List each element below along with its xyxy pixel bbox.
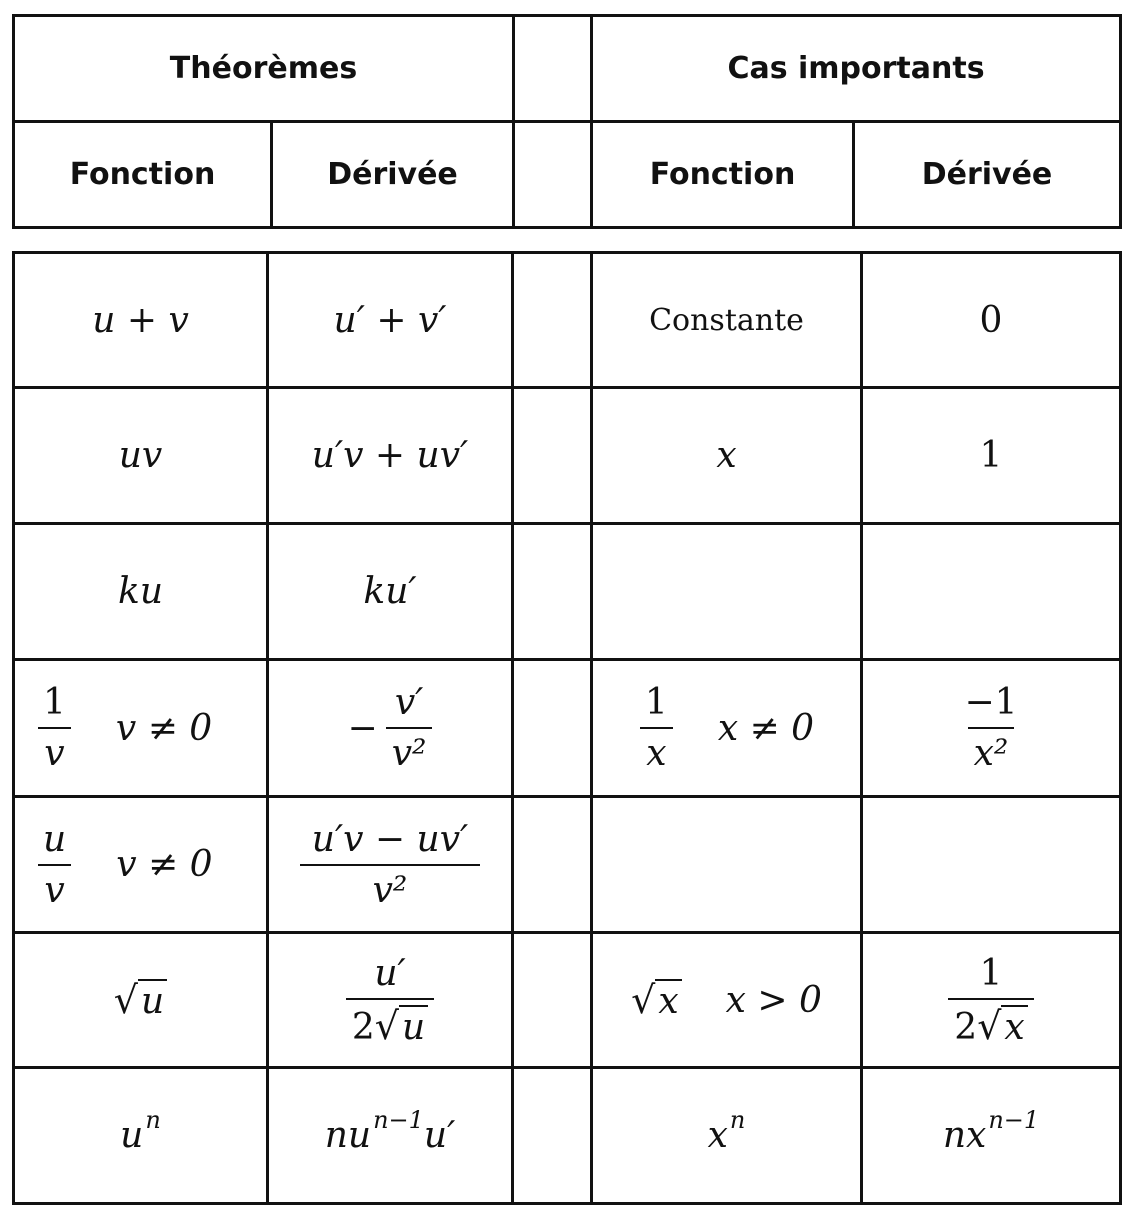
power-case-derivative-exponent: n−1 xyxy=(988,1105,1040,1134)
row-inverse-case-function xyxy=(593,661,860,795)
row-power-derivative xyxy=(269,1069,511,1202)
sqrt-derivative-radical: √ xyxy=(374,1003,399,1048)
row-power-case-derivative xyxy=(863,1069,1119,1202)
power-base: u xyxy=(120,1115,144,1156)
inverse-derivative-fraction xyxy=(386,682,433,774)
header-fonction-right: Fonction xyxy=(649,157,796,192)
row-inverse-case-derivative xyxy=(863,661,1119,795)
row-scalar-derivative: ku′ xyxy=(363,571,417,612)
inverse-derivative-sign: − xyxy=(347,707,378,749)
sqrt-derivative-fraction xyxy=(346,953,434,1048)
sqrt-case-derivative-numerator: 1 xyxy=(979,952,1003,994)
sqrt-radical: √ xyxy=(113,978,139,1022)
inverse-case-condition: x ≠ 0 xyxy=(717,707,815,749)
body-border-bottom xyxy=(12,1202,1122,1205)
row-product-case-function: x xyxy=(716,435,737,476)
header-derivee-left: Dérivée xyxy=(327,157,458,192)
sqrt-case-derivative-radical: √ xyxy=(977,1003,1002,1048)
inverse-case-denominator: x xyxy=(640,727,672,774)
row-quotient-function xyxy=(15,798,266,931)
sqrt-derivative-denominator xyxy=(346,998,434,1048)
row-sqrt-derivative xyxy=(269,934,511,1066)
sqrt-expression xyxy=(114,978,167,1022)
inverse-case-numerator: 1 xyxy=(644,682,668,723)
row-scalar-function: ku xyxy=(118,571,163,612)
sqrt-case-derivative-fraction xyxy=(948,953,1033,1048)
header-fonction-left: Fonction xyxy=(69,157,216,192)
power-derivative-exponent: n−1 xyxy=(373,1105,424,1134)
power-case-derivative-coefficient: nx xyxy=(942,1115,987,1156)
sqrt-case-argument: x xyxy=(655,979,681,1022)
inverse-fraction xyxy=(37,682,72,774)
inverse-numerator: 1 xyxy=(43,682,66,723)
quotient-derivative-numerator: u′v − uv′ xyxy=(311,818,469,860)
sqrt-case-derivative-argument: x xyxy=(1001,1005,1027,1048)
sqrt-argument: u xyxy=(138,979,167,1022)
sqrt-derivative-argument: u xyxy=(399,1005,428,1048)
sqrt-case-derivative-denominator xyxy=(948,998,1033,1048)
body-border-right xyxy=(1119,251,1122,1205)
inverse-denominator: v xyxy=(38,727,70,774)
power-case-exponent: n xyxy=(729,1105,746,1134)
power-exponent: n xyxy=(145,1105,161,1134)
row-sum-case-function: Constante xyxy=(649,302,804,338)
quotient-denominator: v xyxy=(38,864,70,911)
header-divider-gap-left xyxy=(512,14,515,229)
body-divider-2 xyxy=(511,251,514,1205)
quotient-numerator: u xyxy=(43,818,67,860)
header-cas-importants: Cas importants xyxy=(727,51,985,86)
sqrt-case-expression xyxy=(631,978,682,1022)
sqrt-case-radical: √ xyxy=(631,978,656,1022)
power-derivative-tail: u′ xyxy=(423,1115,456,1156)
quotient-derivative-fraction xyxy=(306,819,474,911)
inverse-case-fraction xyxy=(639,682,674,774)
row-power-function xyxy=(15,1069,266,1202)
power-derivative-coefficient: nu xyxy=(324,1115,372,1156)
inverse-derivative-numerator: v′ xyxy=(394,682,424,723)
sqrt-case-derivative-coefficient: 2 xyxy=(954,1006,978,1048)
row-sum-function: u + v xyxy=(92,299,189,341)
sqrt-case-condition: x > 0 xyxy=(725,979,822,1021)
header-border-bottom xyxy=(12,226,1122,229)
row-quotient-derivative xyxy=(269,798,511,931)
inverse-case-derivative-fraction xyxy=(958,682,1023,774)
quotient-fraction xyxy=(37,819,72,911)
inverse-case-derivative-denominator: x² xyxy=(968,727,1015,774)
row-sqrt-function xyxy=(15,934,266,1066)
row-product-derivative: u′v + uv′ xyxy=(311,435,469,476)
row-inverse-derivative xyxy=(269,661,511,795)
row-power-case-function xyxy=(593,1069,860,1202)
quotient-derivative-denominator: v² xyxy=(300,864,480,911)
inverse-derivative-denominator: v² xyxy=(386,727,433,774)
row-inverse-function xyxy=(15,661,266,795)
header-theoremes: Théorèmes xyxy=(169,51,358,86)
sqrt-derivative-coefficient: 2 xyxy=(351,1006,375,1048)
row-product-function: uv xyxy=(118,435,163,476)
power-case-base: x xyxy=(707,1115,728,1156)
header-derivee-right: Dérivée xyxy=(921,157,1053,192)
row-sum-derivative: u′ + v′ xyxy=(333,299,447,341)
row-sum-case-derivative: 0 xyxy=(979,299,1003,341)
row-sqrt-case-function xyxy=(593,934,860,1066)
header-border-right xyxy=(1119,14,1122,229)
row-sqrt-case-derivative xyxy=(863,934,1119,1066)
row-product-case-derivative: 1 xyxy=(979,435,1003,476)
inverse-case-derivative-numerator: −1 xyxy=(964,682,1018,723)
inverse-condition: v ≠ 0 xyxy=(115,707,213,749)
quotient-condition: v ≠ 0 xyxy=(116,844,213,885)
sqrt-derivative-numerator: u′ xyxy=(374,952,406,994)
